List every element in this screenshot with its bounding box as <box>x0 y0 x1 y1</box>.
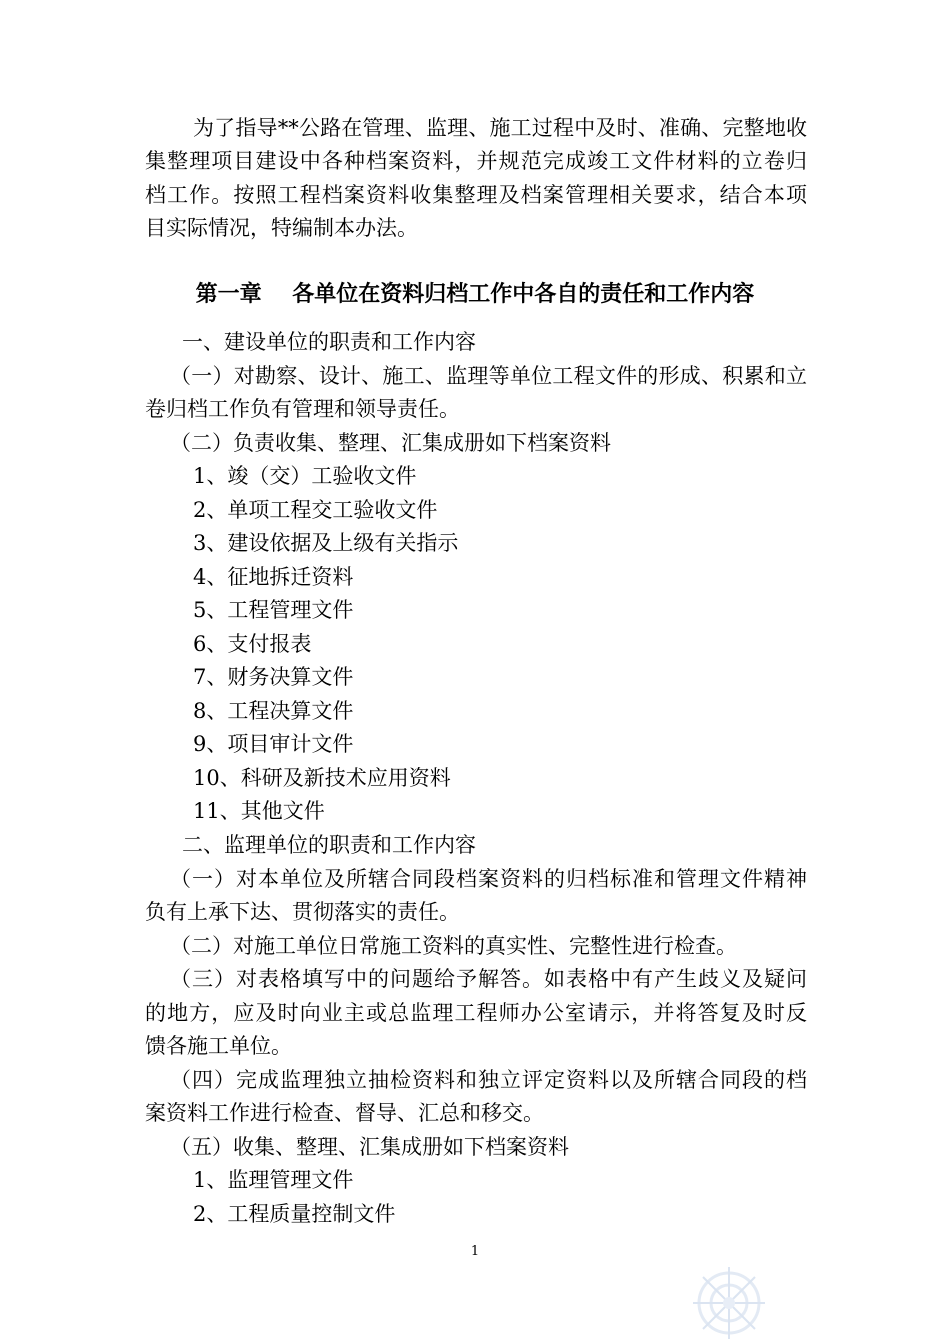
list-item: 8、工程决算文件 <box>193 699 354 723</box>
section-2-item-4-line-1: （四）完成监理独立抽检资料和独立评定资料以及所辖合同段的档 <box>170 1068 807 1092</box>
chapter-title: 第一章 各单位在资料归档工作中各自的责任和工作内容 <box>195 282 755 307</box>
intro-line-4: 目实际情况，特编制本办法。 <box>145 216 418 240</box>
section-2-item-1-line-1: （一）对本单位及所辖合同段档案资料的归档标准和管理文件精神 <box>170 867 807 891</box>
list-item: 9、项目审计文件 <box>193 732 354 756</box>
list-item: 6、支付报表 <box>193 632 312 656</box>
list-item: 10、科研及新技术应用资料 <box>193 766 451 790</box>
list-item: 7、财务决算文件 <box>193 665 354 689</box>
section-2-item-5: （五）收集、整理、汇集成册如下档案资料 <box>170 1135 569 1159</box>
intro-line-1: 为了指导**公路在管理、监理、施工过程中及时、准确、完整地收 <box>193 116 807 140</box>
section-2-item-2: （二）对施工单位日常施工资料的真实性、完整性进行检查。 <box>170 934 737 958</box>
list-item: 2、单项工程交工验收文件 <box>193 498 438 522</box>
section-1-item-1-line-1: （一）对勘察、设计、施工、监理等单位工程文件的形成、积累和立 <box>170 364 807 388</box>
list-item: 4、征地拆迁资料 <box>193 565 354 589</box>
snowflake-watermark-icon <box>688 1262 770 1344</box>
list-item: 11、其他文件 <box>193 799 325 823</box>
list-item: 1、监理管理文件 <box>193 1168 354 1192</box>
section-1-item-1-line-2: 卷归档工作负有管理和领导责任。 <box>145 397 460 421</box>
section-2-item-1-line-2: 负有上承下达、贯彻落实的责任。 <box>145 900 460 924</box>
list-item: 2、工程质量控制文件 <box>193 1202 396 1226</box>
section-1-title: 一、建设单位的职责和工作内容 <box>182 330 476 354</box>
section-2-item-3-line-2: 的地方，应及时向业主或总监理工程师办公室请示，并将答复及时反 <box>145 1001 807 1025</box>
list-item: 3、建设依据及上级有关指示 <box>193 531 459 555</box>
intro-line-2: 集整理项目建设中各种档案资料，并规范完成竣工文件材料的立卷归 <box>145 149 807 173</box>
list-item: 1、竣（交）工验收文件 <box>193 464 417 488</box>
list-item: 5、工程管理文件 <box>193 598 354 622</box>
section-1-item-2: （二）负责收集、整理、汇集成册如下档案资料 <box>170 431 611 455</box>
intro-line-3: 档工作。按照工程档案资料收集整理及档案管理相关要求，结合本项 <box>145 183 807 207</box>
section-2-item-4-line-2: 案资料工作进行检查、督导、汇总和移交。 <box>145 1101 544 1125</box>
page-number: 1 <box>470 1244 480 1259</box>
section-2-item-3-line-1: （三）对表格填写中的问题给予解答。如表格中有产生歧义及疑问 <box>170 967 807 991</box>
section-2-title: 二、监理单位的职责和工作内容 <box>182 833 476 857</box>
section-2-item-3-line-3: 馈各施工单位。 <box>145 1034 292 1058</box>
